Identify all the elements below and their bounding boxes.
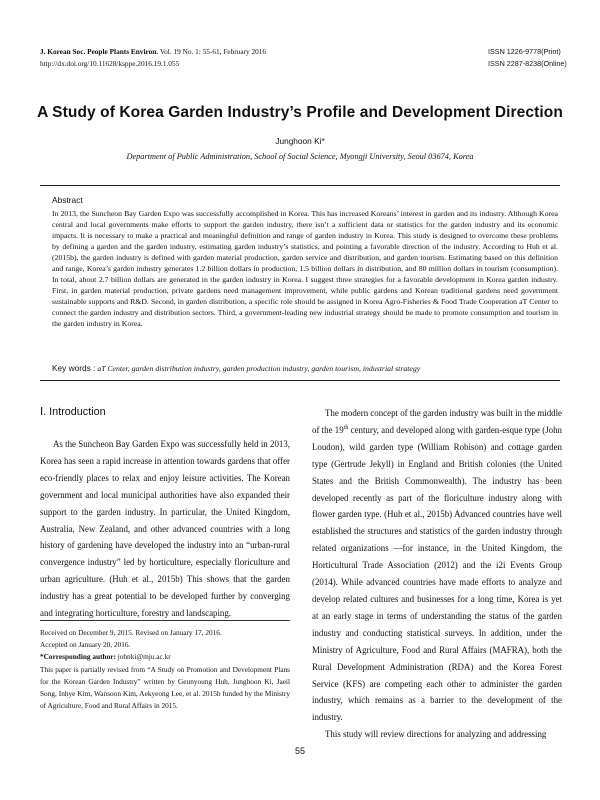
issn-block: [488, 46, 567, 70]
corresponding-email[interactable]: johnki@mju.ac.kr: [117, 652, 171, 662]
doi-link[interactable]: http://dx.doi.org/10.11628/ksppe.2016.19.1.055: [40, 59, 180, 68]
journal-info: Vol. 19 No. 1: 55-61, February 2016: [159, 47, 267, 56]
right-column: [312, 405, 562, 743]
journal-header: [40, 46, 266, 70]
issn-online: ISSN 2287-8238(Online): [488, 59, 567, 68]
funding-note: This paper is partially revised from “A Study on Promotion and Development Plans for the Korean Garden Industry” written by Geunyoung Huh, Junghoon Ki, Jaeil Song, Inhye Kim, Wansoon Kim, Aekyeong Lee, et al. 2015b funded by the Ministry of Agriculture, Food and Rural Affairs in 2015.: [40, 664, 290, 711]
received-date: Received on December 9, 2015. Revised on January 17, 2016.: [40, 628, 222, 637]
keywords-label: Key words :: [52, 363, 96, 373]
para2-rest: century, and developed along with garden-esque type (John Loudon), wild garden type (William Robison) and cottage garden type (Gertrude Jekyll) in England and British colonies (the United States and the British Commonwealth). The industry has been developed recently as part of the floriculture industry along with flower garden type. (Huh et al., 2015b) Advanced countries have well established the structures and statistics of the garden industry through related organizations —for instance, in the United Kingdom, the Horticultural Trade Association (2012) and the i2i Events Group (2014). While advanced countries have made efforts to analyze and develop related cultures and businesses for a long time, Korea is yet at an early stage in terms of understanding the status of the garden industry and conducting statistical surveys. In addition, under the Ministry of Agriculture, Food and Rural Affairs (MAFRA), both the Rural Development Administration (RDA) and the Korea Forest Service (KFS) are competing each other to administer the garden industry, which remains as a barrier to the development of the industry.: [312, 424, 562, 723]
intro-paragraph-3: This study will review directions for analyzing and addressing: [325, 729, 547, 740]
intro-paragraph-2: [312, 405, 562, 726]
superscript-th: th: [343, 424, 349, 431]
abstract-heading: Abstract: [52, 195, 83, 205]
para2-start: The modern concept of the garden industry was built in the middle of the 19: [312, 408, 562, 435]
abstract-top-rule: [40, 185, 560, 186]
section-heading: Ⅰ. Introduction: [40, 406, 106, 418]
corresponding-author: [40, 651, 290, 663]
affiliation: Department of Public Administration, School of Social Science, Myongji University, Seoul 03674, Korea: [126, 152, 474, 161]
abstract-text: In 2013, the Suncheon Bay Garden Expo was successfully accomplished in Korea. This has increased Koreans’ interest in garden and its industry. Although Korea central and local governments make efforts to support the garden industry, there isn’t a sufficient data or statistics for the garden industry and its economic impacts. It is necessary to make a practical and meaningful definition and range of garden industry in Korea. This study is designed to overcome these problems by defining a garden and the garden industry, estimating garden industry’s statistics, and pointing a favorable direction of the industry. According to Huh et al. (2015b), the garden industry is defined with garden material production, garden service and distribution, and garden tourism. Estimating based on this definition and range, Korea’s garden industry generates 1.2 billion dollars in production, 1.5 billion dollars in distribution, and 80 million dollars in tourism (consumption). In total, about 2.7 billion dollars are generated in the garden industry in Korea. I suggest three strategies for a favorable development in Korea garden industry. First, in garden material production, private gardens need management improvement, while public gardens and Korean traditional gardens need government sustainable supports and R&D. Second, in garden distribution, a specific role should be assigned in Korea Agro-Fisheries & Food Trade Cooperation aT Center to connect the garden industry and distribution sectors. Third, a government-leading new industrial strategy should be made to promote consumption and tourism in the garden industry in Korea.: [52, 209, 558, 329]
page-number: 55: [294, 746, 305, 756]
footnote-rule: [40, 620, 290, 621]
abstract-bottom-rule: [40, 380, 560, 381]
author: Junghoon Ki*: [275, 136, 325, 146]
footnotes: [40, 627, 290, 712]
paper-title: A Study of Korea Garden Industry’s Profile and Development Direction: [37, 104, 563, 121]
left-column: [40, 436, 290, 622]
issn-print: ISSN 1226-9778(Print): [488, 47, 561, 56]
corresponding-label: *Corresponding author:: [40, 652, 116, 662]
keywords-text: aT Center, garden distribution industry, garden production industry, garden tourism, industrial strategy: [97, 364, 421, 373]
accepted-date: Accepted on January 20, 2016.: [40, 640, 131, 650]
intro-paragraph-1: As the Suncheon Bay Garden Expo was successfully held in 2013, Korea has seen a rapid increase in attention towards gardens that offer eco-friendly places to relax and enjoy leisure activities. The Korean government and local municipal authorities have also expanded their support to the garden industry. In particular, the United Kingdom, Australia, New Zealand, and other advanced countries with a long history of gardening have developed the industry into an “urban-rural convergence industry” led by horticulture, especially floriculture and urban agriculture. (Huh et al., 2015b) This shows that the garden industry has a great potential to be developed further by converging and integrating horticulture, forestry and landscaping.: [40, 439, 290, 619]
journal-name: J. Korean Soc. People Plants Environ.: [40, 47, 159, 56]
keywords: [52, 363, 420, 373]
